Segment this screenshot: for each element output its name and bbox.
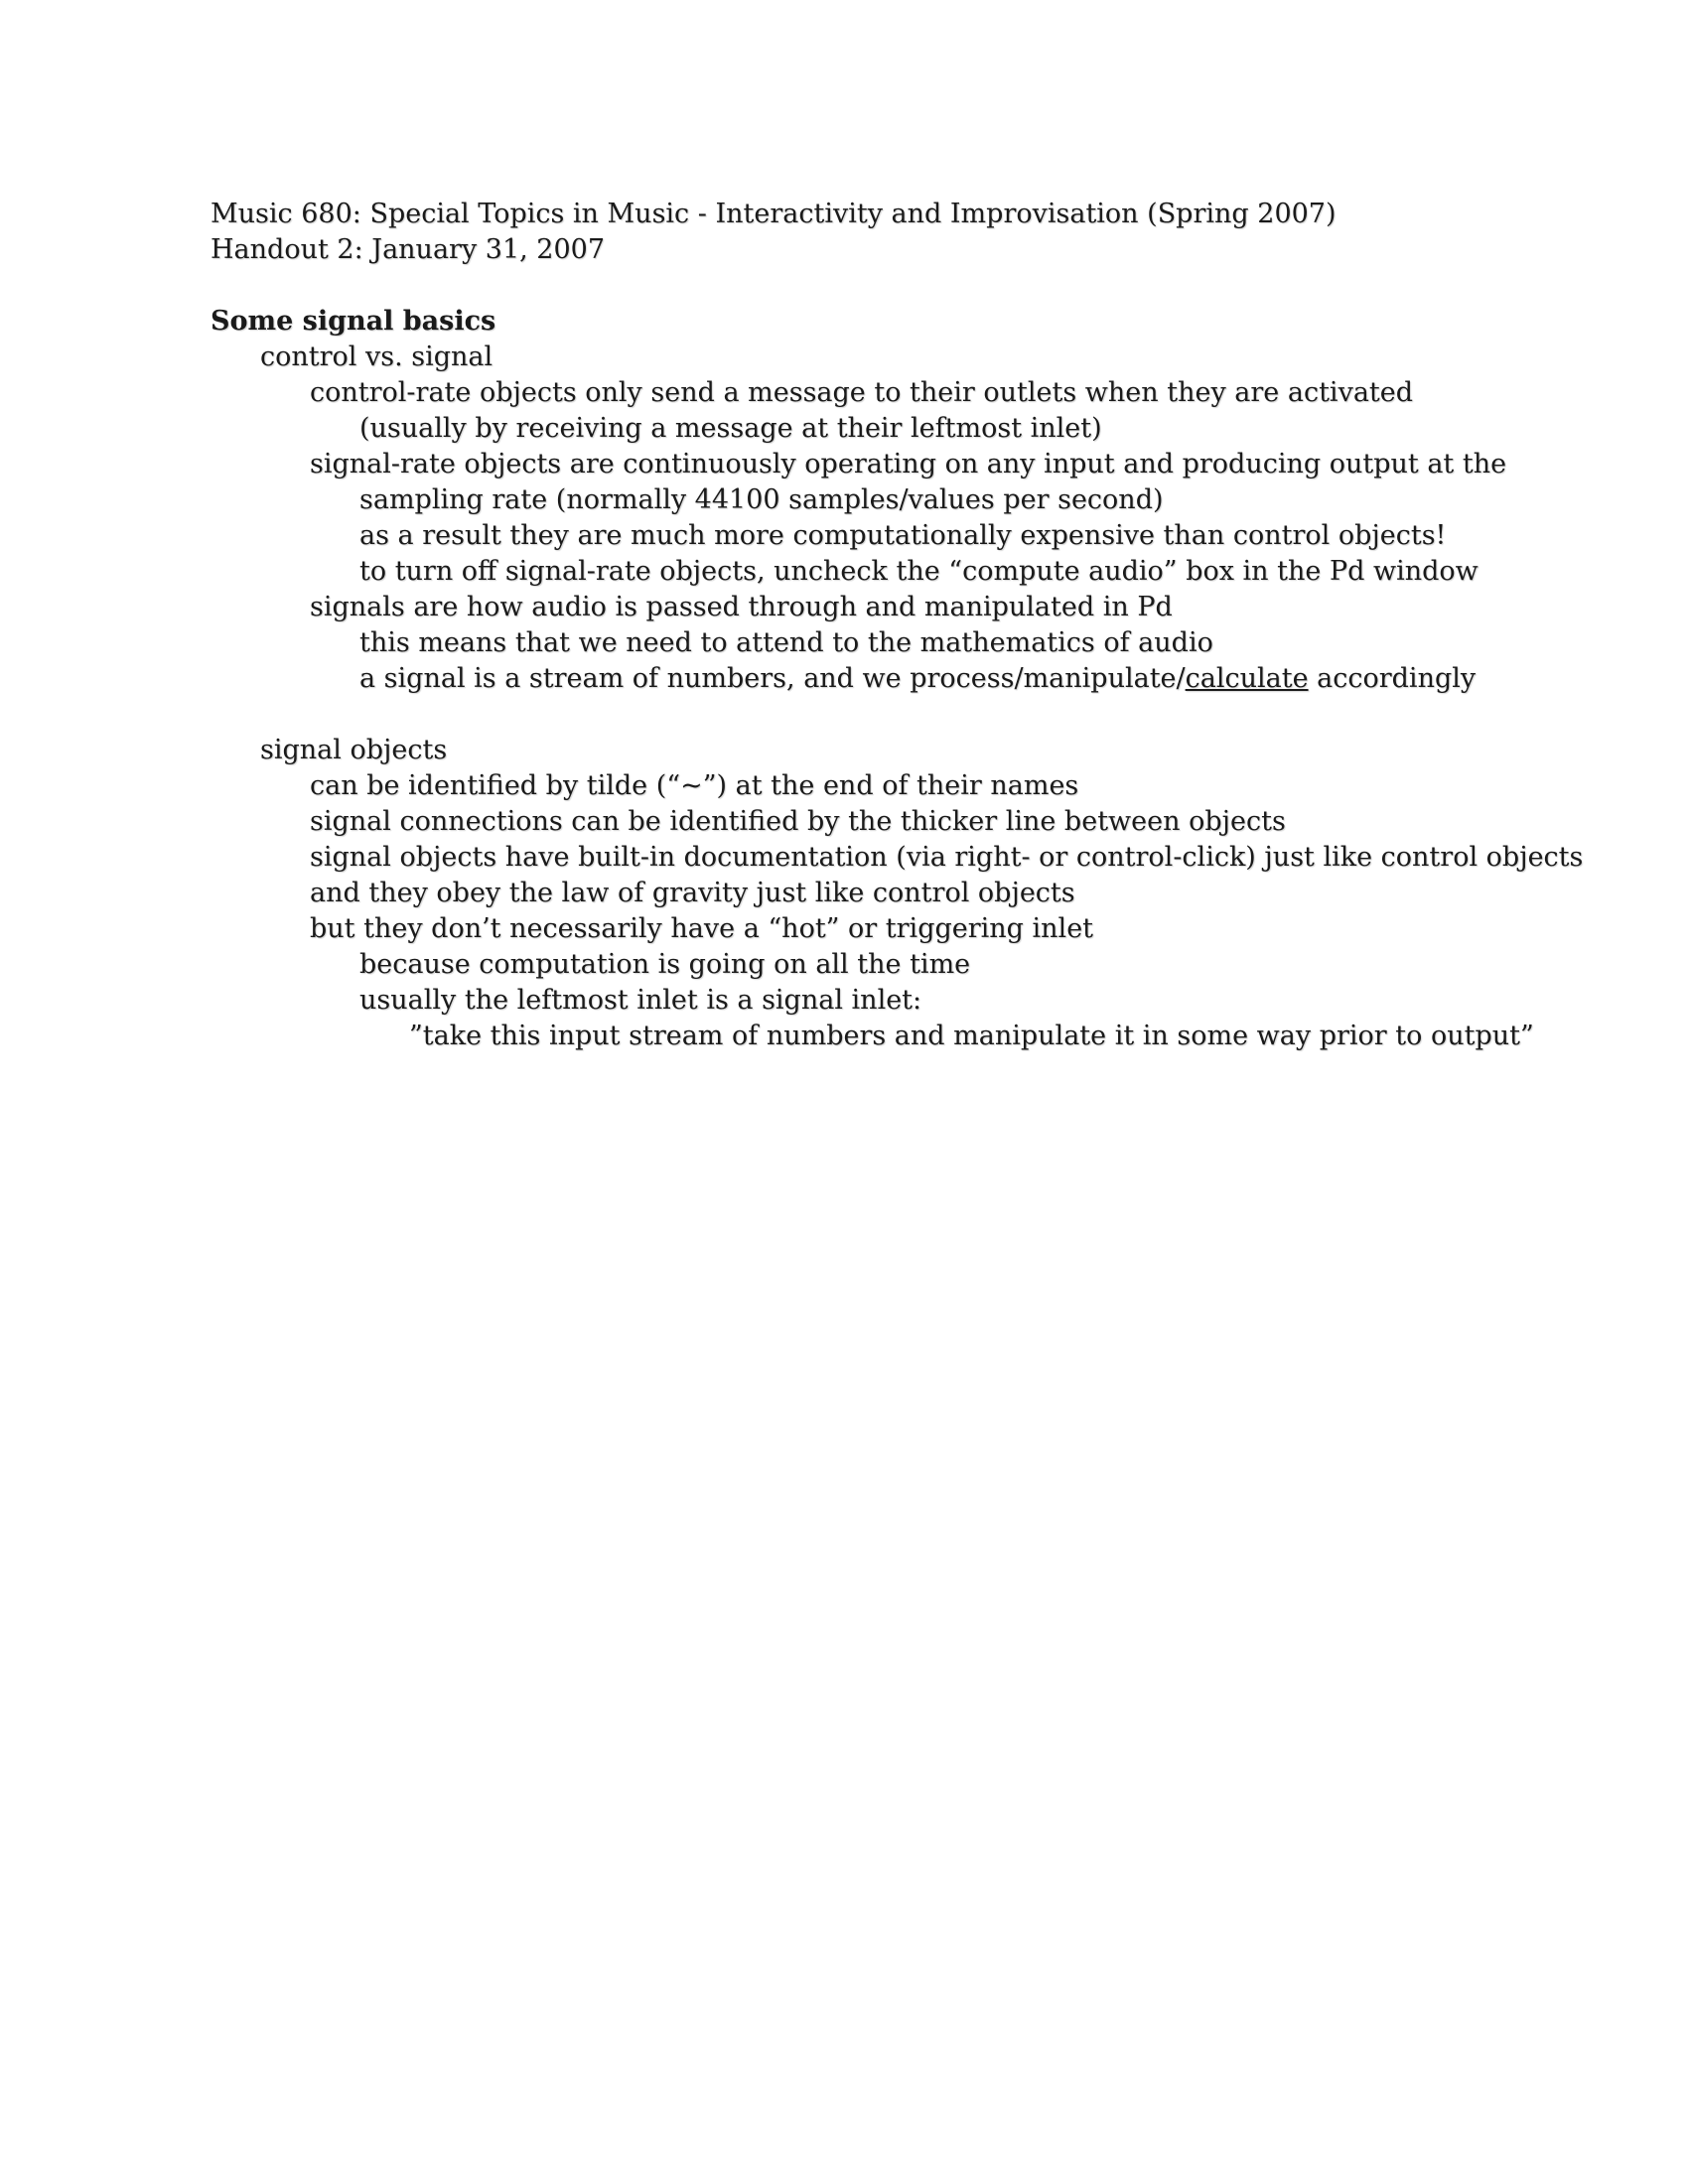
topic-control-vs-signal: control vs. signal [260, 341, 493, 372]
outline-line: can be identified by tilde (“~”) at the end of their names [310, 770, 1079, 801]
underlined-word: calculate [1185, 663, 1309, 694]
outline-line: control-rate objects only send a message to their outlets when they are activated [310, 377, 1414, 408]
outline-line: to turn off signal-rate objects, uncheck the “compute audio” box in the Pd window [359, 556, 1478, 587]
outline-line: signal connections can be identified by the thicker line between objects [310, 806, 1286, 837]
outline-line: (usually by receiving a message at their leftmost inlet) [359, 413, 1102, 444]
handout-date: Handout 2: January 31, 2007 [211, 234, 606, 265]
document-header [211, 197, 1336, 268]
outline-line: signal objects have built-in documentation (via right- or control-click) just like control objects [310, 842, 1584, 873]
outline-line: as a result they are much more computationally expensive than control objects! [359, 520, 1447, 551]
outline-line: this means that we need to attend to the mathematics of audio [359, 627, 1213, 658]
outline-line: usually the leftmost inlet is a signal inlet: [359, 985, 922, 1016]
spacer [211, 697, 1583, 733]
document-body [211, 304, 1583, 1054]
outline-line-calculate [211, 661, 1583, 697]
topic-signal-objects: signal objects [260, 735, 448, 765]
outline-line: signal-rate objects are continuously operating on any input and producing output at the [310, 449, 1507, 479]
section-heading: Some signal basics [211, 306, 496, 337]
line-text: accordingly [1308, 663, 1477, 694]
course-title: Music 680: Special Topics in Music - Interactivity and Improvisation (Spring 2007) [211, 199, 1336, 229]
outline-line: and they obey the law of gravity just like control objects [310, 878, 1075, 908]
outline-line: because computation is going on all the time [359, 949, 971, 980]
outline-line: but they don’t necessarily have a “hot” or triggering inlet [310, 913, 1094, 944]
outline-line: sampling rate (normally 44100 samples/values per second) [359, 484, 1164, 515]
outline-line: ”take this input stream of numbers and manipulate it in some way prior to output” [409, 1021, 1534, 1051]
line-text: a signal is a stream of numbers, and we process/manipulate/ [359, 663, 1186, 694]
outline-line: signals are how audio is passed through and manipulated in Pd [310, 592, 1173, 622]
